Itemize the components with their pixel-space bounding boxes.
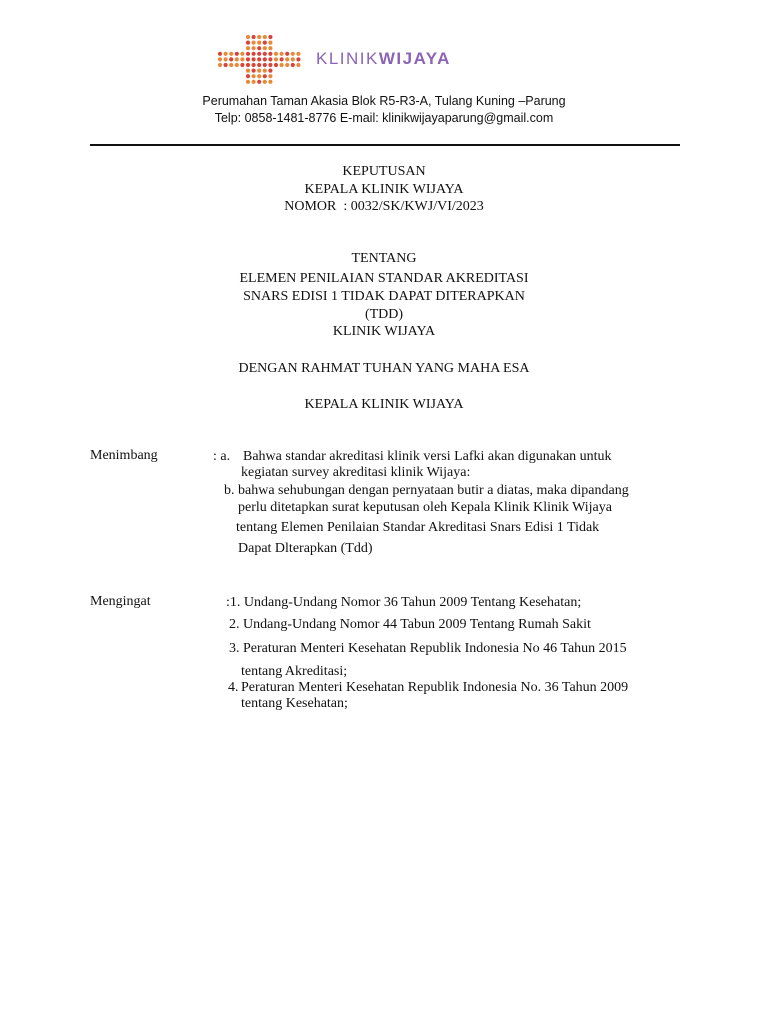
considering-a-line-1: Bahwa standar akreditasi klinik versi Lafki akan digunakan untuk <box>243 449 612 464</box>
decision-number: NOMOR : 0032/SK/KWJ/VI/2023 <box>284 199 484 214</box>
clinic-logo <box>216 34 536 84</box>
considering-b-line-3: tentang Elemen Penilaian Standar Akreditasi Snars Edisi 1 Tidak <box>236 520 600 535</box>
considering-a-marker: : a. <box>213 449 231 464</box>
contact-line: Telp: 0858-1481-8776 E-mail: klinikwijayaparung@gmail.com <box>214 111 554 125</box>
brand-klinik: KLINIK <box>316 49 379 68</box>
recalling-label: Mengingat <box>90 594 151 609</box>
decision-issuer: KEPALA KLINIK WIJAYA <box>304 182 464 197</box>
brand-wijaya: WIJAYA <box>378 49 451 68</box>
considering-b-marker: b. <box>224 483 235 498</box>
address-line: Perumahan Taman Akasia Blok R5-R3-A, Tulang Kuning –Parung <box>202 94 566 108</box>
considering-b-line-1: bahwa sehubungan dengan pernyataan butir a diatas, maka dipandang <box>238 483 629 498</box>
authority-line: KEPALA KLINIK WIJAYA <box>304 397 464 412</box>
considering-label: Menimbang <box>90 448 158 463</box>
svg-text:KLINIKWIJAYA <box>316 49 451 68</box>
grace-line: DENGAN RAHMAT TUHAN YANG MAHA ESA <box>238 361 530 376</box>
recalling-item-4-marker: 4. <box>228 680 239 695</box>
header-divider <box>90 144 680 146</box>
considering-b-line-4: Dapat Dlterapkan (Tdd) <box>238 541 373 556</box>
subject-line-1: ELEMEN PENILAIAN STANDAR AKREDITASI <box>239 271 529 286</box>
subject-line-2: SNARS EDISI 1 TIDAK DAPAT DITERAPKAN <box>243 289 525 304</box>
recalling-item-3-line-1: 3. Peraturan Menteri Kesehatan Republik Indonesia No 46 Tahun 2015 <box>229 641 627 656</box>
recalling-item-2: 2. Undang-Undang Nomor 44 Tabun 2009 Tentang Rumah Sakit <box>229 617 591 632</box>
considering-a-line-2: kegiatan survey akreditasi klinik Wijaya: <box>241 465 471 480</box>
recalling-item-4-line-1: Peraturan Menteri Kesehatan Republik Indonesia No. 36 Tahun 2009 <box>241 680 629 695</box>
subject-line-3: (TDD) <box>364 307 404 322</box>
subject-about: TENTANG <box>351 251 417 266</box>
dotted-cross-icon <box>216 34 536 84</box>
subject-line-4: KLINIK WIJAYA <box>332 324 436 339</box>
recalling-item-4-line-2: tentang Kesehatan; <box>241 696 348 711</box>
considering-b-line-2: perlu ditetapkan surat keputusan oleh Kepala Klinik Klinik Wijaya <box>238 500 612 515</box>
recalling-item-3-line-2: tentang Akreditasi; <box>241 664 348 679</box>
decision-title: KEPUTUSAN <box>342 164 426 179</box>
recalling-item-1: :1. Undang-Undang Nomor 36 Tahun 2009 Tentang Kesehatan; <box>226 595 582 610</box>
